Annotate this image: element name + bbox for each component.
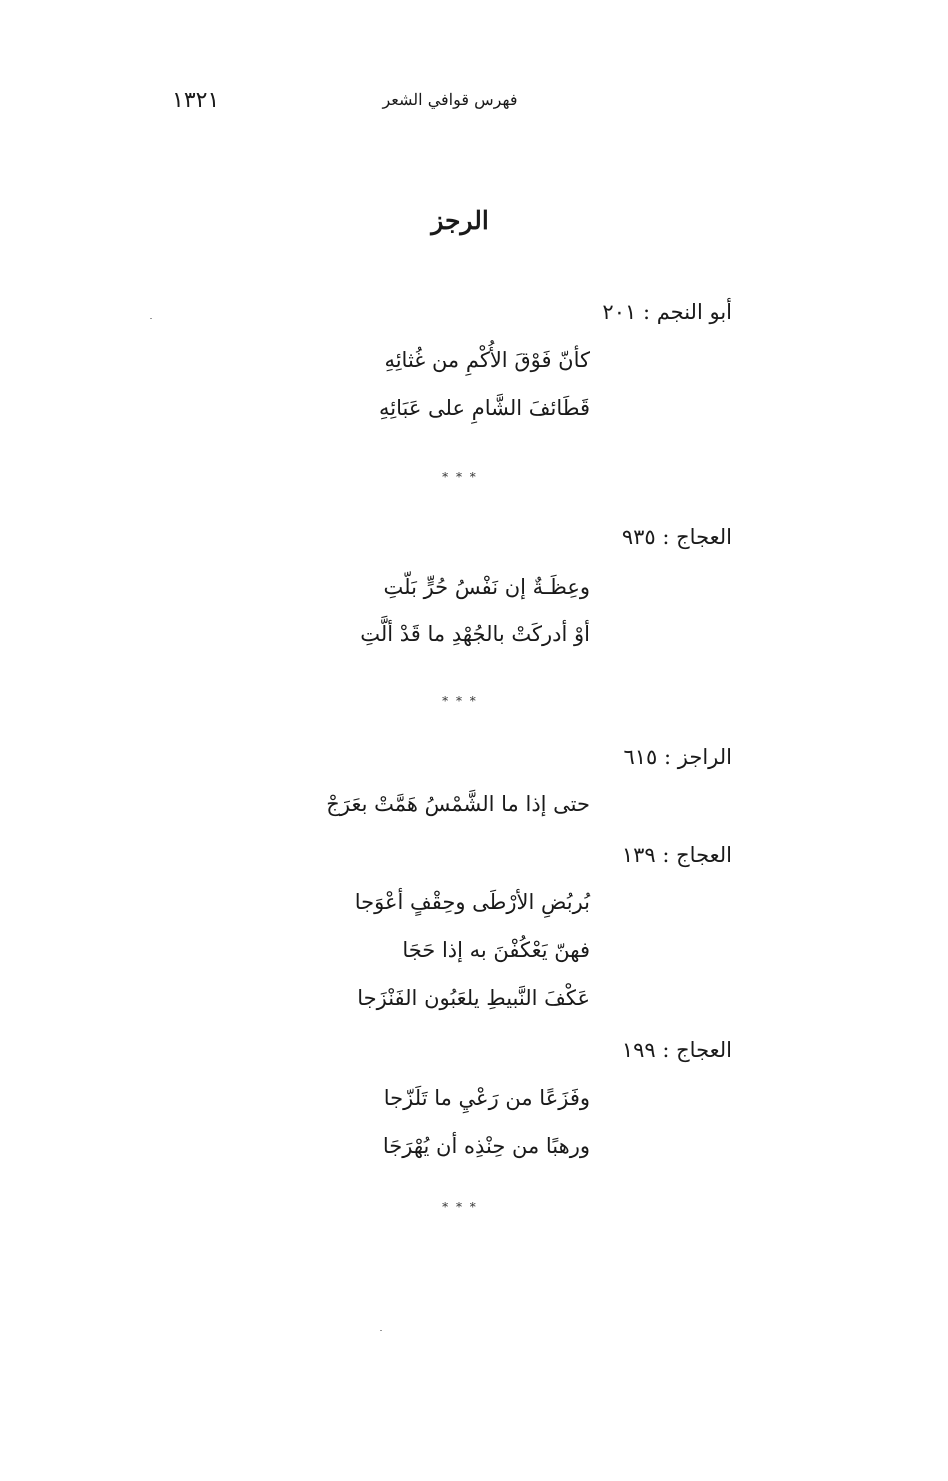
section-separator: * * * [442, 470, 478, 484]
verse-line: أوْ أدركَتْ بالجُهْدِ ما قَدْ ألَّتِ [360, 622, 590, 646]
verse-line: حتى إذا ما الشَّمْسُ هَمَّتْ بعَرَجْ [326, 792, 590, 816]
scan-speck [150, 318, 152, 319]
verse-line: عَكْفَ النَّبيطِ يلعَبُون الفَنْزَجا [357, 986, 590, 1010]
section-separator: * * * [442, 1200, 478, 1214]
verse-line: وفَزَعًا من رَعْيِ ما تَلَزّجا [383, 1086, 590, 1110]
entry-source: العجاج : ٩٣٥ [621, 525, 732, 549]
entry-source: العجاج : ١٣٩ [621, 843, 732, 867]
page-number: ١٣٢١ [172, 88, 220, 113]
verse-line: ورهبًا من حِنْذِه أن يُهْرَجَا [382, 1134, 590, 1158]
entry-source: الراجز : ٦١٥ [623, 745, 732, 769]
running-title: فهرس قوافي الشعر [382, 90, 518, 109]
verse-line: فهنّ يَعْكُفْنَ به إذا حَجَا [402, 938, 590, 962]
section-title: الرجز [431, 206, 489, 235]
verse-line: قَطَائفَ الشَّامِ على عَبَائِهِ [379, 396, 590, 420]
entry-source: العجاج : ١٩٩ [621, 1038, 732, 1062]
verse-line: بُربُضِ الأرْطَى وحِقْفٍ أعْوَجا [354, 890, 590, 914]
entry-source: أبو النجم : ٢٠١ [602, 300, 732, 324]
verse-line: كأنّ فَوْقَ الأُكْمِ من غُثائِهِ [384, 348, 590, 372]
scan-speck [380, 1330, 382, 1331]
verse-line: وعِظَـةٌ إن نَفْسُ حُرٍّ بَلّتِ [383, 575, 590, 599]
section-separator: * * * [442, 694, 478, 708]
